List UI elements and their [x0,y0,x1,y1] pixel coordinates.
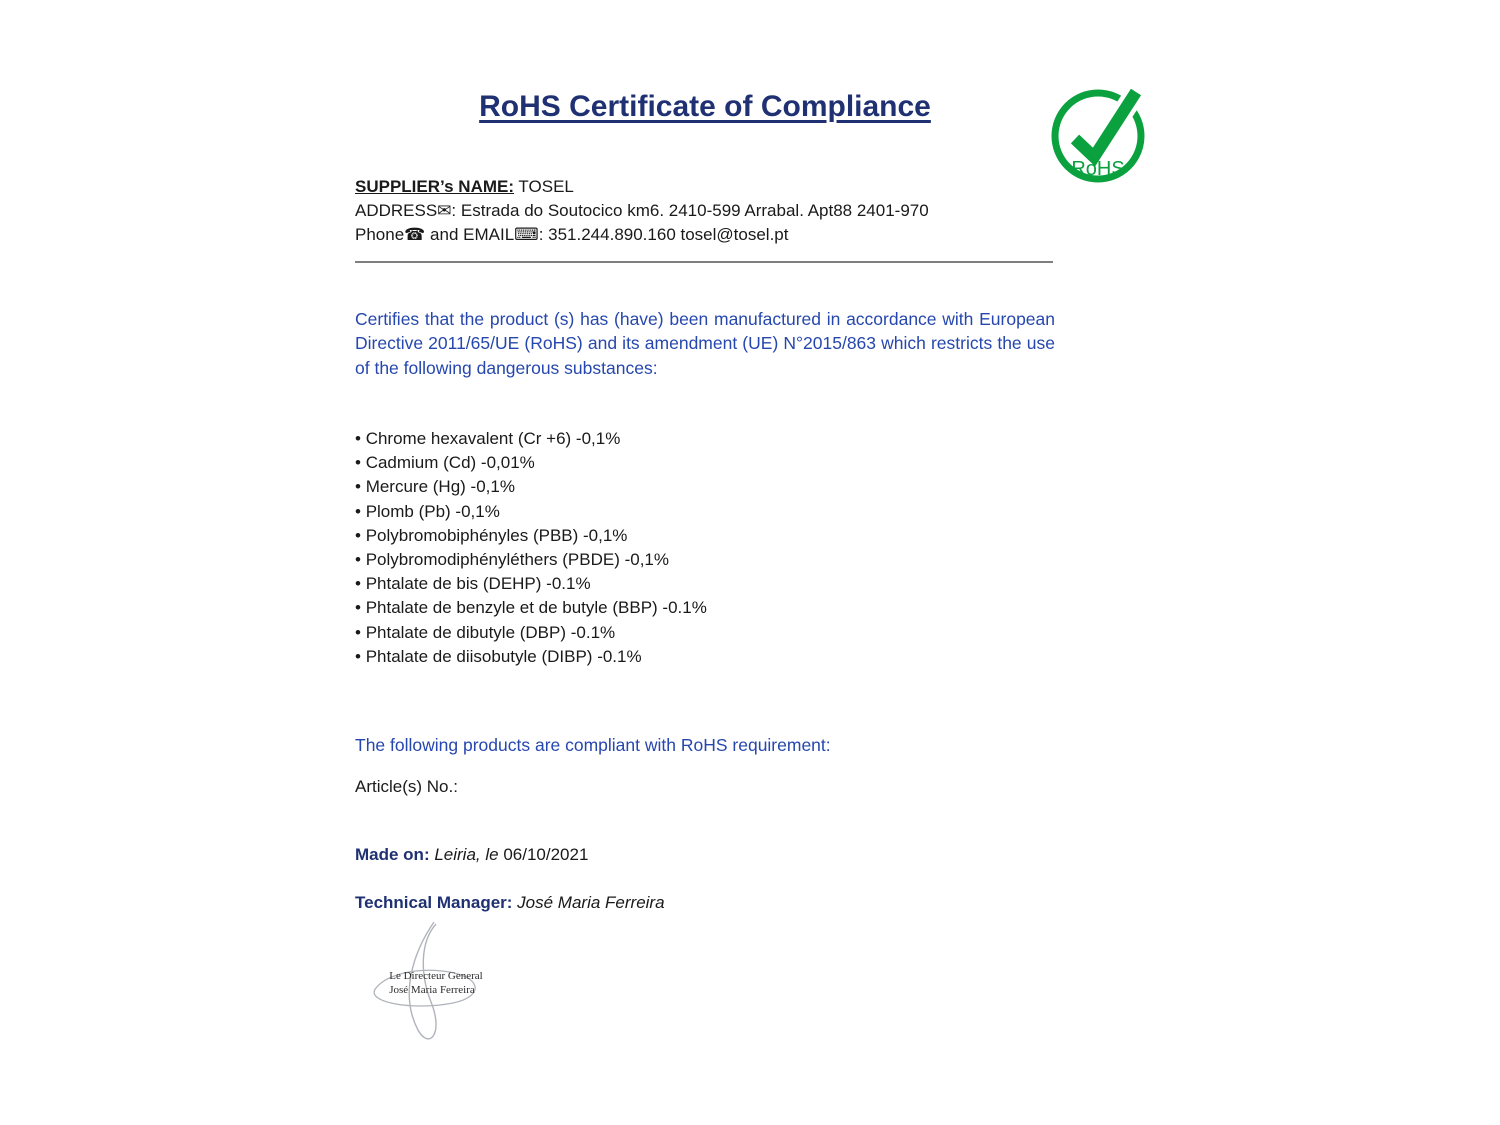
svg-text:Le Directeur General: Le Directeur General [389,970,483,982]
supplier-name-label: SUPPLIER’s NAME: [355,177,515,196]
compliance-line: The following products are compliant with RoHS requirement: [355,735,831,755]
supplier-contact-line [355,223,1055,247]
substance-item: • Plomb (Pb) -0,1% [355,500,707,524]
article-number-line: Article(s) No.: [355,777,458,796]
technical-manager-label: Technical Manager: [355,893,513,912]
supplier-contact-value: 351.244.890.160 tosel@tosel.pt [543,225,789,244]
supplier-block [355,175,1055,247]
rohs-check-icon [1050,82,1150,188]
svg-text:José Maria Ferreira: José Maria Ferreira [389,984,475,996]
rohs-logo [1050,82,1150,188]
supplier-address-value: Estrada do Soutocico km6. 2410-599 Arrabal. Apt88 2401-970 [456,201,929,220]
made-on-place: Leiria, le [429,845,499,864]
substance-item: • Cadmium (Cd) -0,01% [355,451,707,475]
made-on-line [355,845,588,865]
substances-list [355,427,707,669]
substance-item: • Polybromobiphényles (PBB) -0,1% [355,524,707,548]
supplier-address-line [355,199,1055,223]
made-on-label: Made on: [355,845,430,864]
supplier-address-label: ADDRESS✉: [355,201,457,220]
substance-item: • Phtalate de dibutyle (DBP) -0.1% [355,621,707,645]
supplier-name-value: TOSEL [514,177,574,196]
substance-item: • Chrome hexavalent (Cr +6) -0,1% [355,427,707,451]
technical-manager-line [355,893,665,913]
signature-flourish-icon [356,920,526,1055]
svg-text:RoHS: RoHS [1071,158,1125,180]
substance-item: • Phtalate de diisobutyle (DIBP) -0.1% [355,645,707,669]
supplier-contact-label: Phone☎ and EMAIL⌨: [355,225,544,244]
certification-statement: Certifies that the product (s) has (have) been manufactured in accordance with European Directive 2011/65/UE (RoHS) and its amendment (UE) N°2015/863 which restricts the use of the following dangerous substances: [355,309,1055,378]
made-on-date: 06/10/2021 [498,845,589,864]
substance-item: • Mercure (Hg) -0,1% [355,475,707,499]
signature-stamp [356,920,526,1055]
separator-line [355,261,1053,263]
substance-item: • Polybromodiphényléthers (PBDE) -0,1% [355,548,707,572]
certificate-title: RoHS Certificate of Compliance [479,90,931,123]
substance-item: • Phtalate de bis (DEHP) -0.1% [355,572,707,596]
supplier-name-line [355,175,1055,199]
technical-manager-name: José Maria Ferreira [512,893,665,912]
substance-item: • Phtalate de benzyle et de butyle (BBP) -0.1% [355,596,707,620]
